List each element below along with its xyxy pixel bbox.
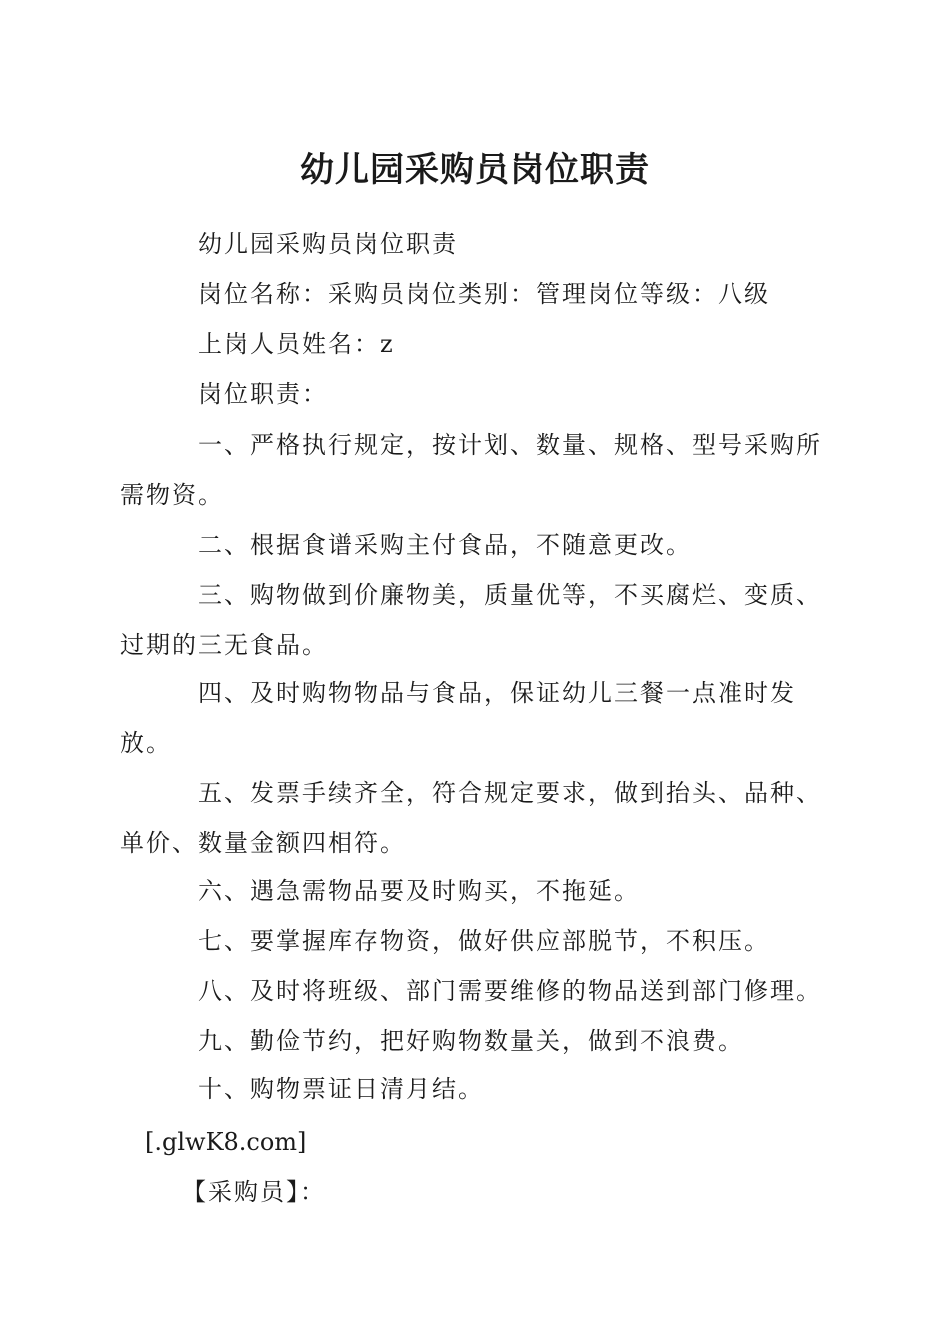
duty-item-5: 五、发票手续齐全，符合规定要求，做到抬头、品种、单价、数量金额四相符。 xyxy=(120,779,822,857)
duty-item-1: 一、严格执行规定，按计划、数量、规格、型号采购所需物资。 xyxy=(120,431,822,509)
duty-item-4: 四、及时购物物品与食品，保证幼儿三餐一点准时发放。 xyxy=(120,679,796,757)
duty-item-9: 九、勤俭节约，把好购物数量关，做到不浪费。 xyxy=(198,1027,744,1055)
source-tag: [.glwK8.com] xyxy=(145,1128,307,1156)
footer-tag: 【采购员】： xyxy=(182,1178,326,1206)
subtitle: 幼儿园采购员岗位职责 xyxy=(198,230,458,258)
staff-name: 上岗人员姓名：z xyxy=(198,330,395,358)
duty-item-10: 十、购物票证日清月结。 xyxy=(198,1075,484,1103)
document-title: 幼儿园采购员岗位职责 xyxy=(300,150,650,190)
duty-item-8: 八、及时将班级、部门需要维修的物品送到部门修理。 xyxy=(198,977,822,1005)
duties-heading: 岗位职责： xyxy=(198,380,328,408)
duty-item-3: 三、购物做到价廉物美，质量优等，不买腐烂、变质、过期的三无食品。 xyxy=(120,581,822,659)
duty-item-2: 二、根据食谱采购主付食品，不随意更改。 xyxy=(198,531,692,559)
duty-item-7: 七、要掌握库存物资，做好供应部脱节，不积压。 xyxy=(198,927,770,955)
post-info: 岗位名称：采购员岗位类别：管理岗位等级：八级 xyxy=(198,280,770,308)
duty-item-6: 六、遇急需物品要及时购买，不拖延。 xyxy=(198,877,640,905)
